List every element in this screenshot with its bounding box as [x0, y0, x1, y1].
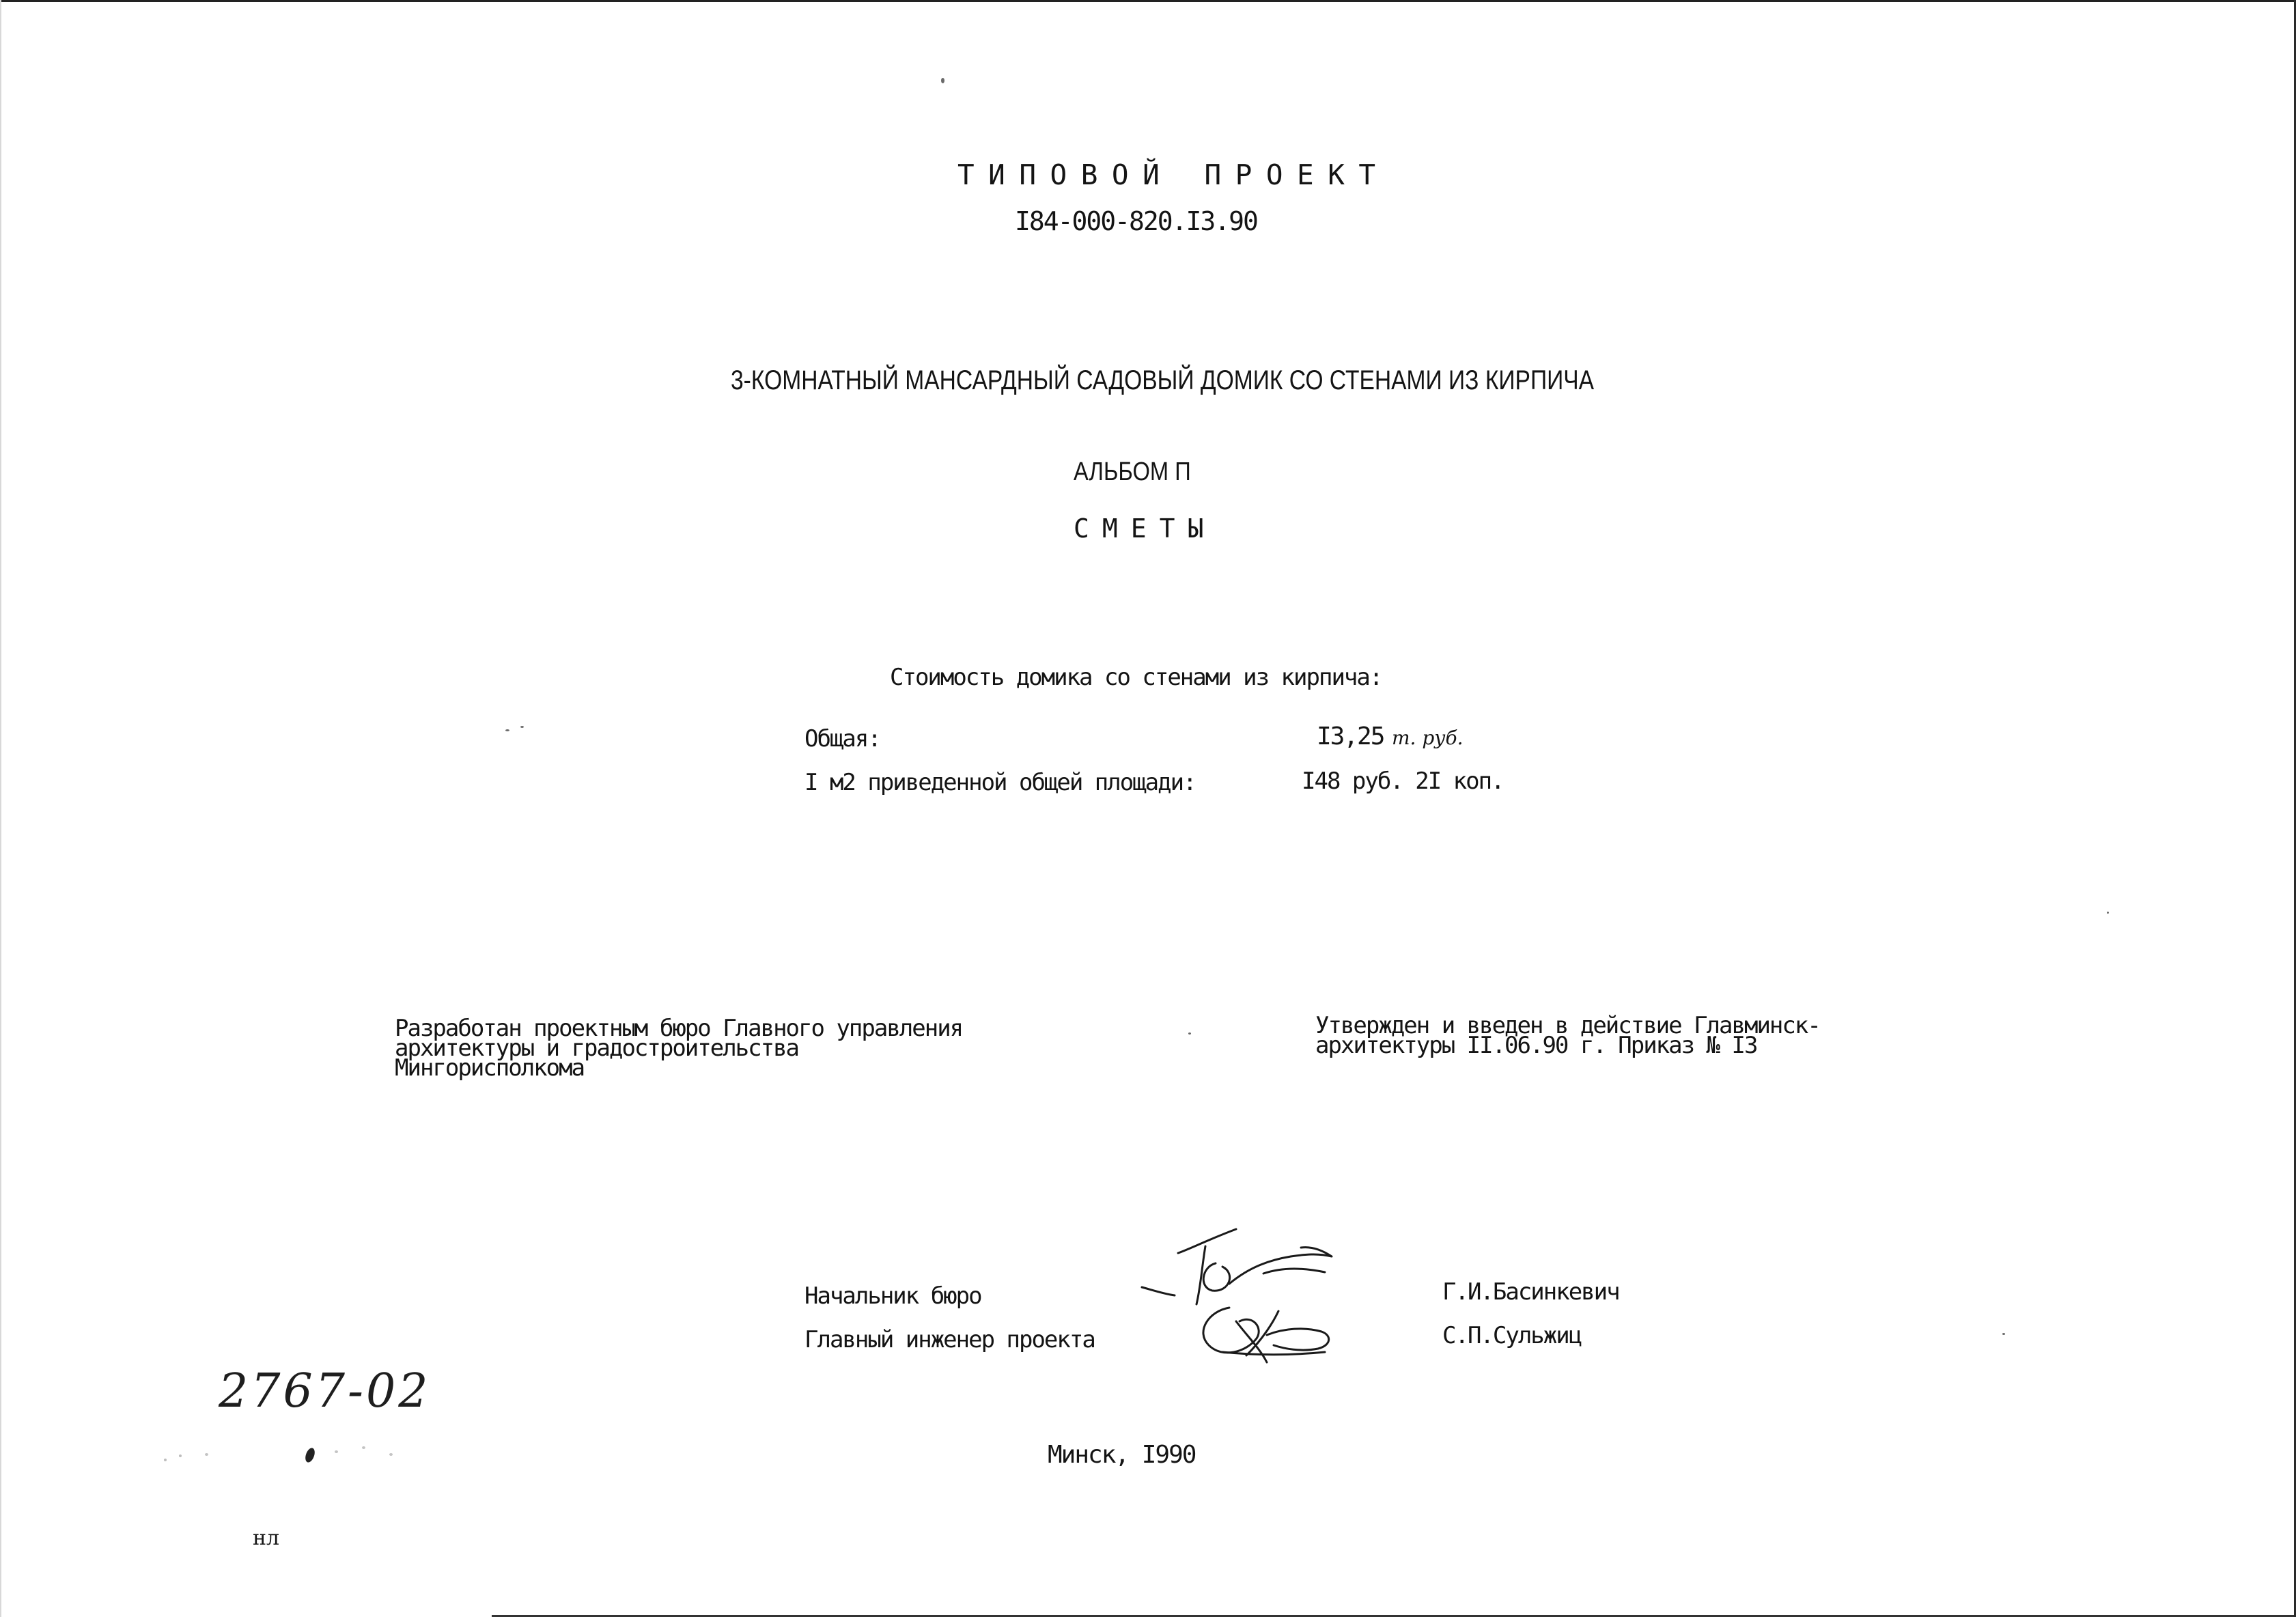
- project-number: I84-000-820.I3.90: [1015, 206, 1257, 236]
- signature-stroke: [1267, 1329, 1329, 1350]
- footer-mark: нл: [253, 1526, 280, 1550]
- scan-speck: [389, 1453, 393, 1456]
- place-and-year: Минск, I990: [1048, 1441, 1196, 1469]
- role-chief-engineer: Главный инженер проекта: [804, 1326, 1095, 1353]
- approval-line: Утвержден и введен в действие Главминск-: [1315, 1012, 1820, 1039]
- developer-block: [395, 1015, 963, 1082]
- scan-speck: [2002, 1333, 2005, 1335]
- scan-speck: [2107, 912, 2109, 914]
- scan-speck: [362, 1446, 365, 1449]
- cost-heading: Стоимость домика со стенами из кирпича:: [890, 664, 1382, 691]
- ink-blot: [304, 1447, 317, 1464]
- scan-speck: [505, 729, 509, 731]
- signature-stroke: [1142, 1287, 1175, 1295]
- approval-block: [1315, 1012, 1820, 1059]
- signature-stroke: [1203, 1263, 1229, 1291]
- scan-speck: [520, 726, 524, 728]
- developer-line: Мингорисполкома: [395, 1054, 585, 1082]
- signature-stroke: [1263, 1269, 1325, 1274]
- per-m2-label: I м2 приведенной общей площади:: [804, 769, 1196, 796]
- scan-edge-top: [0, 0, 2296, 2]
- developer-line: Разработан проектным бюро Главного управления: [395, 1015, 963, 1042]
- name-head-of-bureau: Г.И.Басинкевич: [1442, 1278, 1619, 1306]
- project-type-heading: ТИПОВОЙ ПРОЕКТ: [957, 158, 1390, 191]
- signature-stroke: [1222, 1352, 1325, 1355]
- signature-stroke: [1178, 1229, 1236, 1253]
- album-label: АЛЬБОМ П: [1074, 458, 1191, 486]
- signature-stroke: [1203, 1308, 1259, 1353]
- total-cost-label: Общая:: [804, 725, 880, 753]
- scan-edge-left: [0, 0, 1, 1617]
- signature-stroke: [1236, 1321, 1267, 1362]
- total-cost-unit: т. руб.: [1392, 727, 1464, 749]
- scan-speck: [1188, 1032, 1191, 1035]
- approval-line: архитектуры II.06.90 г. Приказ № I3: [1315, 1032, 1757, 1059]
- name-chief-engineer: С.П.Сульжиц: [1442, 1322, 1582, 1349]
- role-head-of-bureau: Начальник бюро: [804, 1282, 981, 1310]
- handwritten-signatures: [1127, 1219, 1373, 1390]
- scan-speck: [205, 1453, 208, 1456]
- scan-speck: [179, 1454, 182, 1457]
- per-m2-value: I48 руб. 2I коп.: [1302, 768, 1504, 795]
- developer-line: архитектуры и градостроительства: [395, 1035, 799, 1062]
- scan-speck: [335, 1450, 338, 1453]
- project-title: 3-КОМНАТНЫЙ МАНСАРДНЫЙ САДОВЫЙ ДОМИК СО СТЕНАМИ ИЗ КИРПИЧА: [731, 365, 1595, 395]
- signature-stroke: [1229, 1248, 1332, 1284]
- section-title: СМЕТЫ: [1074, 514, 1217, 544]
- scan-speck: [164, 1459, 167, 1461]
- inventory-number: 2767-02: [219, 1364, 431, 1418]
- scan-speck: [941, 78, 944, 83]
- total-cost-value: I3,25: [1317, 722, 1384, 750]
